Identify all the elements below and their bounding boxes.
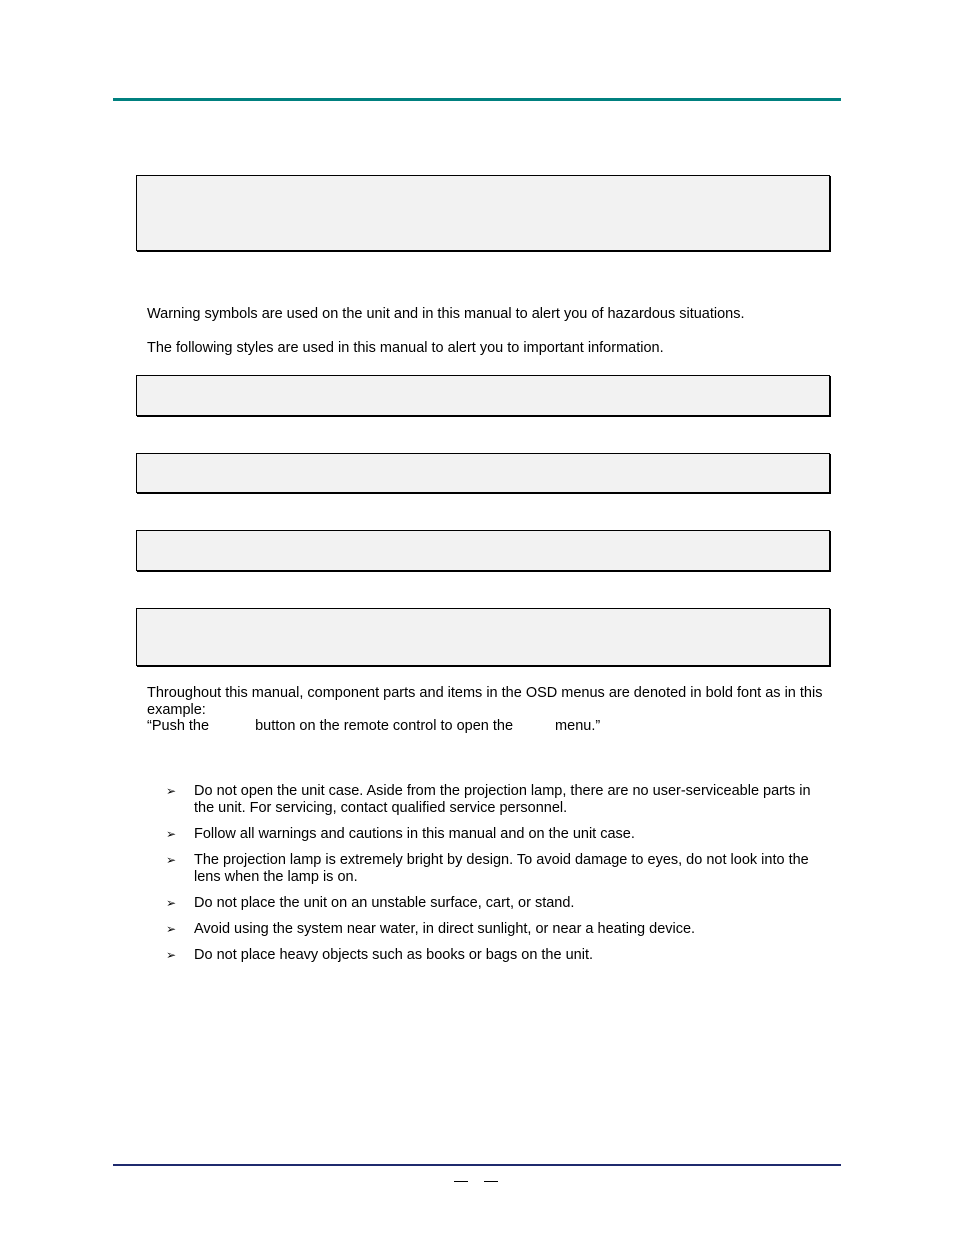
example-part-3: menu.” (555, 718, 601, 734)
list-item: ➢ The projection lamp is extremely bright by design. To avoid damage to eyes, do not look into the lens when the lamp is on. (166, 852, 809, 885)
arrow-bullet-icon: ➢ (166, 784, 177, 798)
notice-box-main (136, 175, 830, 251)
list-item: ➢ Follow all warnings and cautions in this manual and on the unit case. (166, 826, 635, 842)
footer-page-marks (454, 1170, 514, 1185)
arrow-bullet-icon: ➢ (166, 922, 177, 936)
notice-box-4 (136, 608, 830, 666)
example-part-2: button on the remote control to open the (255, 718, 514, 734)
arrow-bullet-icon: ➢ (166, 853, 177, 867)
notice-box-2 (136, 453, 830, 493)
list-item: ➢ Do not place heavy objects such as books or bags on the unit. (166, 947, 593, 963)
bold-font-explanation: Throughout this manual, component parts and items in the OSD menus are denoted in bold font as in this example: (147, 685, 823, 718)
list-item: ➢ Do not place the unit on an unstable surface, cart, or stand. (166, 895, 575, 911)
warning-symbols-text: Warning symbols are used on the unit and in this manual to alert you of hazardous situations. (147, 306, 745, 322)
notice-box-1 (136, 375, 830, 416)
example-part-1: “Push the (147, 718, 210, 734)
styles-text: The following styles are used in this manual to alert you to important information. (147, 340, 664, 356)
arrow-bullet-icon: ➢ (166, 948, 177, 962)
arrow-bullet-icon: ➢ (166, 896, 177, 910)
header-rule (113, 98, 841, 101)
arrow-bullet-icon: ➢ (166, 827, 177, 841)
safety-list (166, 783, 826, 964)
footer-rule (113, 1164, 841, 1166)
list-item: ➢ Avoid using the system near water, in direct sunlight, or near a heating device. (166, 921, 696, 937)
bold-font-example (147, 718, 841, 735)
notice-box-3 (136, 530, 830, 571)
list-item: ➢ Do not open the unit case. Aside from the projection lamp, there are no user-serviceable parts in the unit. For servicing, contact qualified service personnel. (166, 783, 811, 816)
